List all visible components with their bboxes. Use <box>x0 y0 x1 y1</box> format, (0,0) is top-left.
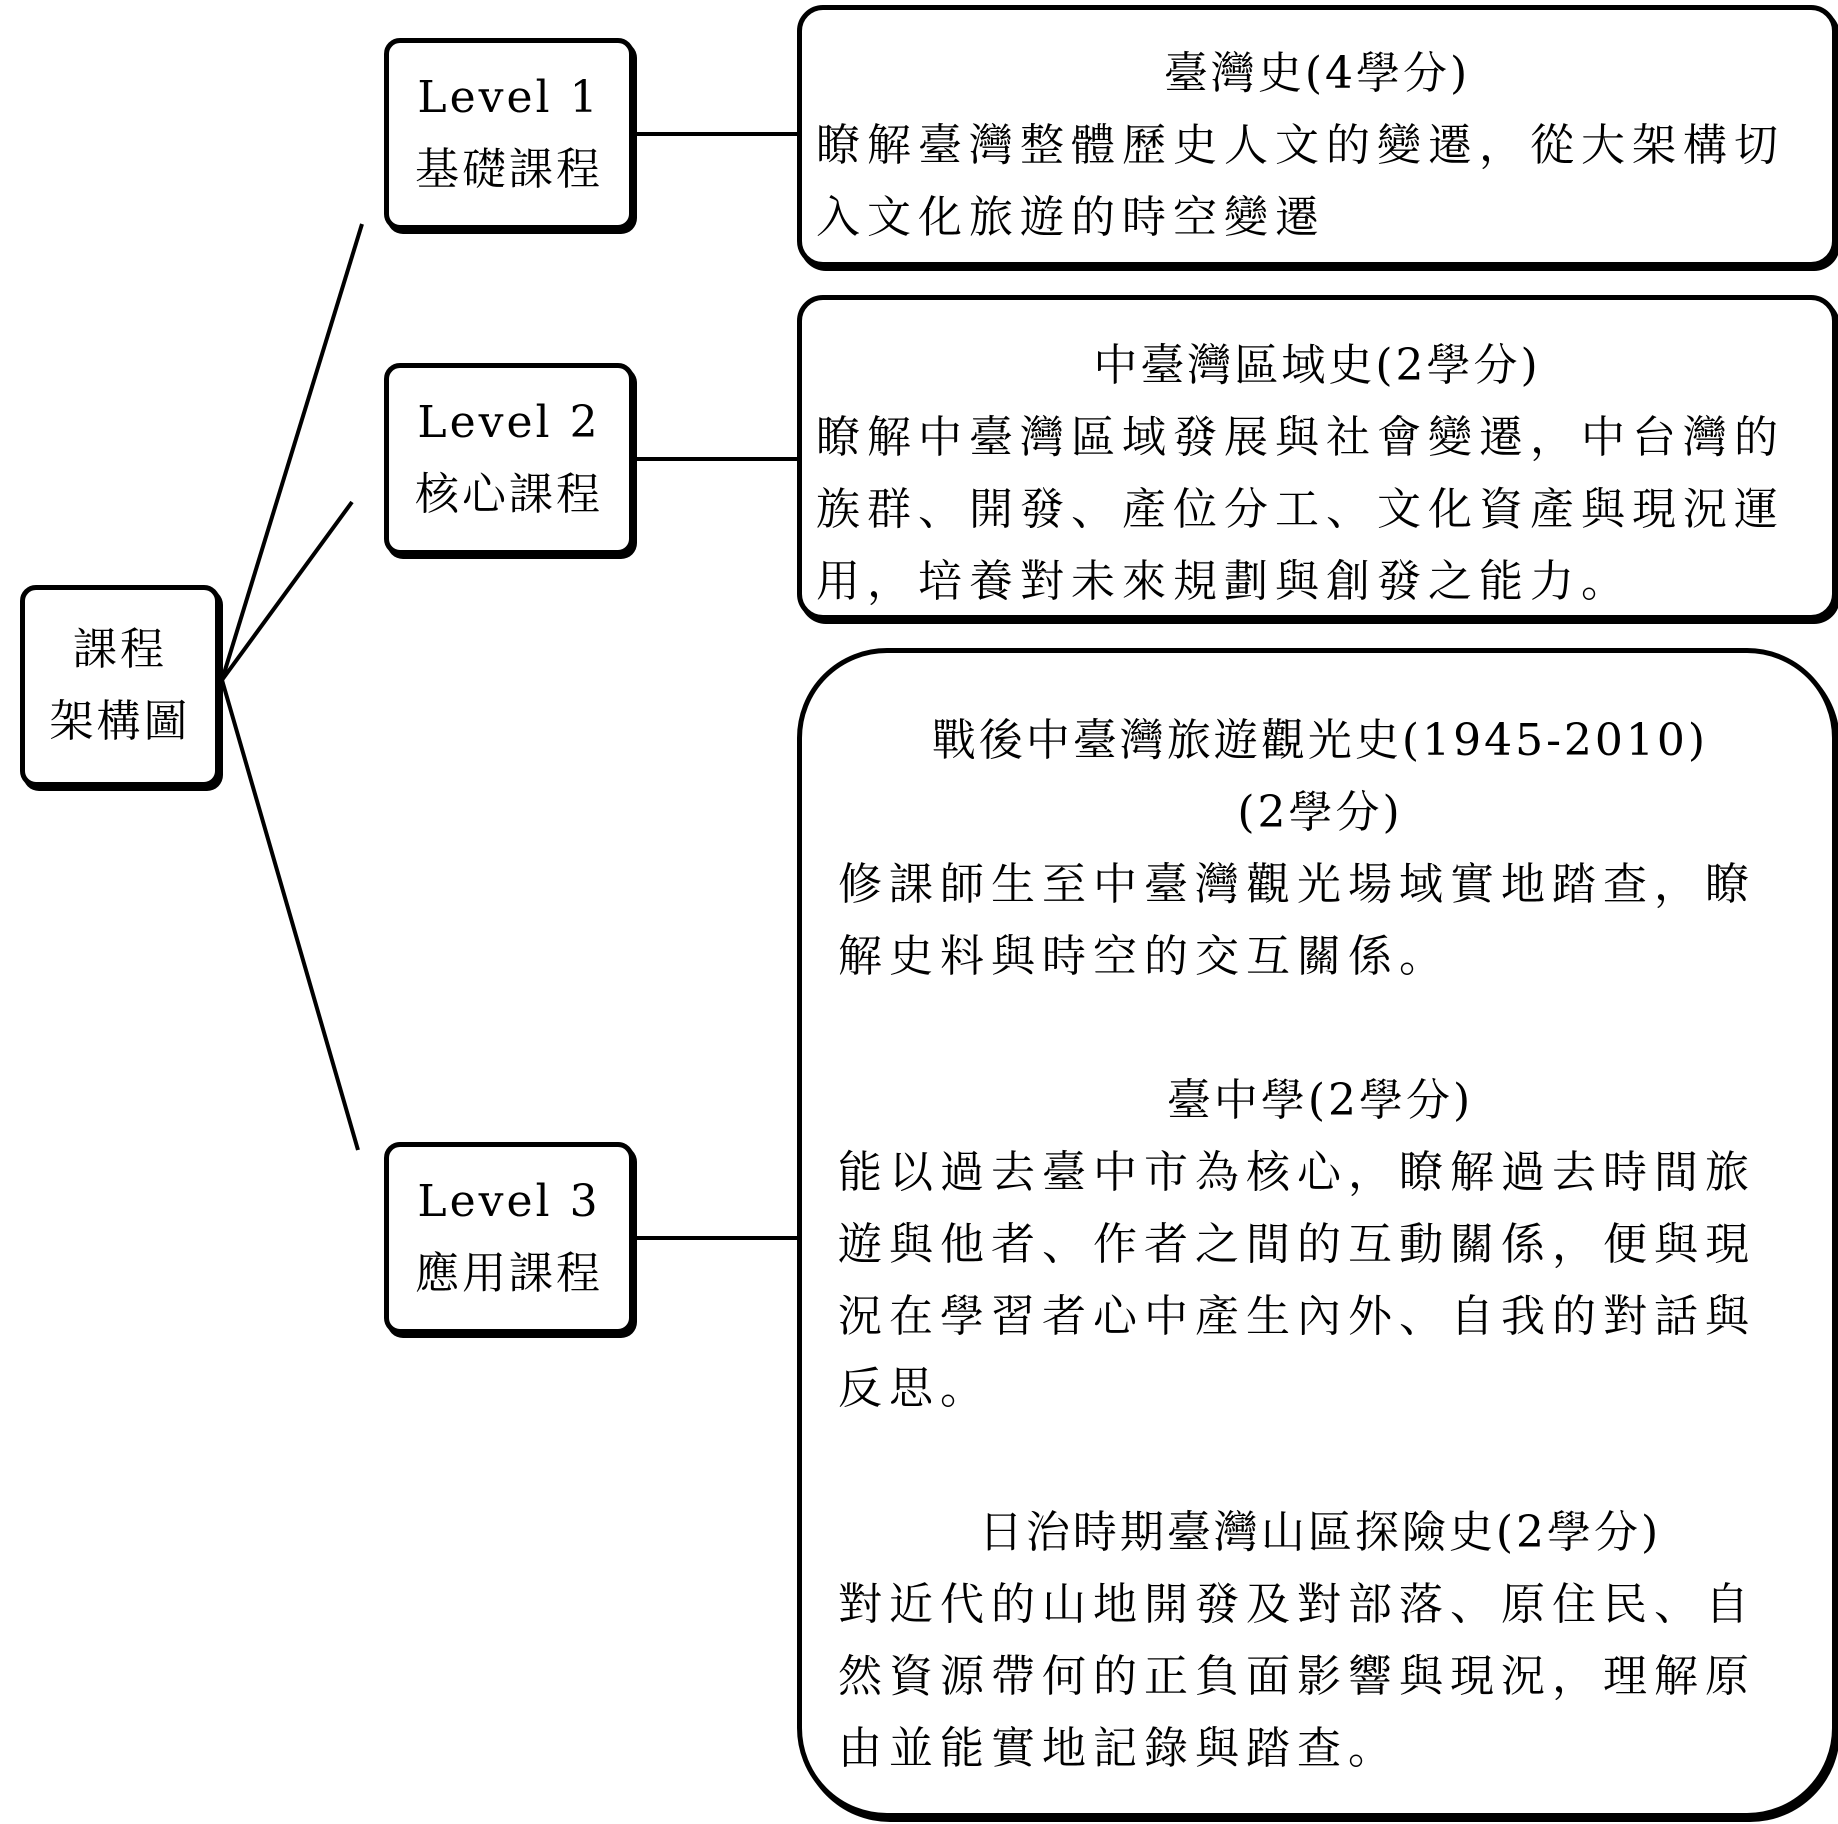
course-description: 能以過去臺中市為核心，瞭解過去時間旅遊與他者、作者之間的互動關係，便與現況在學習者心中產生內外、自我的對話與反思。 <box>838 1147 1756 1414</box>
level-1-node <box>384 38 634 230</box>
root-node <box>20 585 220 787</box>
level-3-label: Level 3 <box>417 1176 601 1227</box>
course-title: 臺中學(2學分) <box>1166 1075 1474 1126</box>
course-box-level2 <box>797 295 1837 620</box>
course-title: 臺灣史(4學分) <box>1163 48 1471 99</box>
course-description: 修課師生至中臺灣觀光場域實地踏查，瞭解史料與時空的交互關係。 <box>838 859 1756 982</box>
connector-root-level3 <box>222 680 358 1150</box>
level-3-name: 應用課程 <box>415 1248 603 1299</box>
level-2-label: Level 2 <box>417 397 601 448</box>
level-2-node <box>384 363 634 555</box>
course-title-credits: (2學分) <box>1237 787 1403 838</box>
level-1-label: Level 1 <box>417 72 601 123</box>
course-box-level1 <box>797 5 1837 267</box>
course-description: 瞭解臺灣整體歷史人文的變遷，從大架構切入文化旅遊的時空變遷 <box>816 120 1785 243</box>
level-3-node <box>384 1142 634 1334</box>
course-title: 戰後中臺灣旅遊觀光史(1945-2010) <box>931 715 1709 766</box>
connector-root-level2 <box>222 502 352 680</box>
level-1-name: 基礎課程 <box>415 144 603 195</box>
course-description: 對近代的山地開發及對部落、原住民、自然資源帶何的正負面影響與現況，理解原由並能實地記錄與踏查。 <box>838 1579 1756 1774</box>
level-2-name: 核心課程 <box>415 469 603 520</box>
root-label-line2: 架構圖 <box>49 696 191 747</box>
course-title: 中臺灣區域史(2學分) <box>1093 340 1541 391</box>
course-title: 日治時期臺灣山區探險史(2學分) <box>978 1507 1662 1558</box>
root-label-line1: 課程 <box>73 624 167 675</box>
course-description: 瞭解中臺灣區域發展與社會變遷，中台灣的族群、開發、產位分工、文化資產與現況運用，培養對未來規劃與創發之能力。 <box>816 412 1785 607</box>
connector-root-level1 <box>222 224 362 680</box>
course-box-level3 <box>797 648 1837 1818</box>
